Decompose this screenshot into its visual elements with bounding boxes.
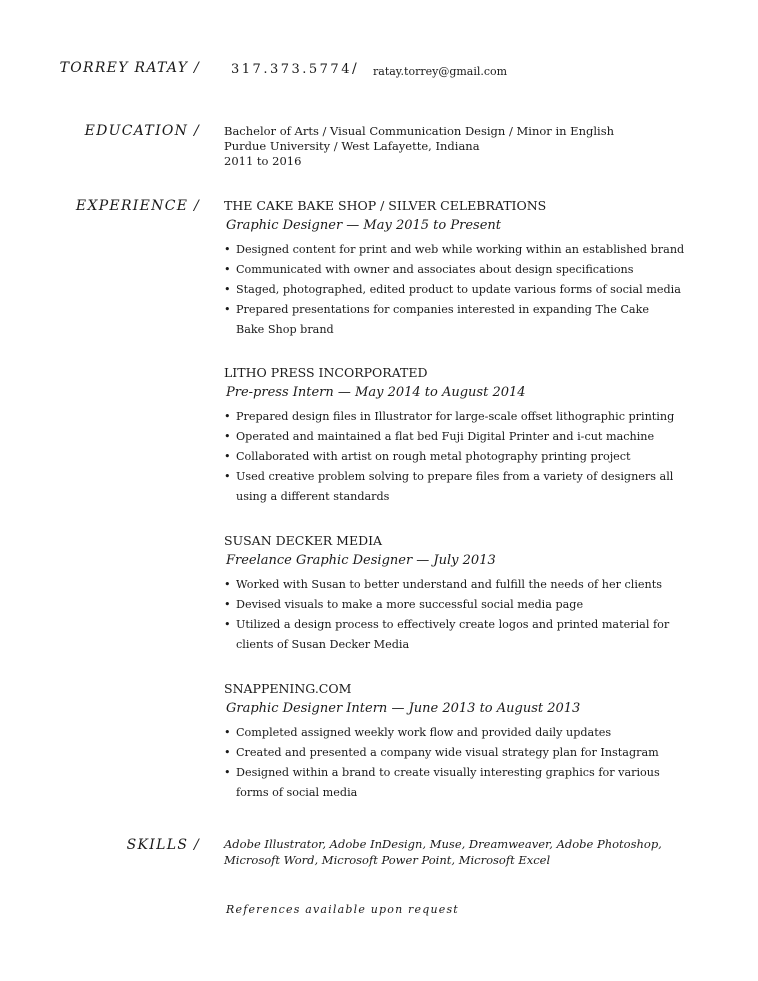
bullet-item: • Utilized a design process to effectively create logos and printed material for clients of Susan Decker Media (224, 615, 686, 655)
job-company: THE CAKE BAKE SHOP / SILVER CELEBRATIONS (224, 198, 547, 213)
job-role: Pre-press Intern — May 2014 to August 2014 (226, 385, 526, 400)
education-school: Purdue University / West Lafayette, Indiana (224, 139, 480, 153)
job-role: Graphic Designer Intern — June 2013 to August 2013 (226, 701, 581, 716)
job-role: Graphic Designer — May 2015 to Present (226, 218, 501, 233)
bullet-item: • Communicated with owner and associates about design specifications (224, 260, 696, 280)
bullet-item: • Collaborated with artist on rough metal photography printing project (224, 447, 696, 467)
bullet-item: • Worked with Susan to better understand and fulfill the needs of her clients (224, 575, 696, 595)
skills-line: Microsoft Word, Microsoft Power Point, Microsoft Excel (224, 853, 551, 867)
job-entry (224, 681, 696, 803)
job-company: LITHO PRESS INCORPORATED (224, 365, 428, 380)
education-section (224, 124, 614, 169)
bullet-item: • Operated and maintained a flat bed Fuji Digital Printer and i-cut machine (224, 427, 696, 447)
education-degree: Bachelor of Arts / Visual Communication Design / Minor in English (224, 124, 615, 138)
skills-label: SKILLS / (126, 837, 200, 853)
references-note: References available upon request (226, 903, 459, 916)
job-bullets (224, 575, 696, 655)
bullet-item: • Devised visuals to make a more successful social media page (224, 595, 696, 615)
email-address: ratay.torrey@gmail.com (373, 65, 508, 78)
education-label: EDUCATION / (84, 123, 200, 139)
bullet-item: • Prepared presentations for companies interested in expanding The Cake Bake Shop brand (224, 300, 676, 340)
job-entry (224, 533, 696, 655)
skills-list (224, 836, 662, 868)
skills-line: Adobe Illustrator, Adobe InDesign, Muse, Dreamweaver, Adobe Photoshop, (224, 837, 662, 851)
job-role: Freelance Graphic Designer — July 2013 (226, 553, 496, 568)
job-company: SUSAN DECKER MEDIA (224, 533, 383, 548)
education-years: 2011 to 2016 (224, 154, 302, 168)
phone-number: 317.373.5774 (231, 62, 352, 77)
bullet-item: • Completed assigned weekly work flow and provided daily updates (224, 723, 696, 743)
job-bullets (224, 407, 706, 507)
experience-label: EXPERIENCE / (75, 198, 200, 214)
job-company: SNAPPENING.COM (224, 681, 352, 696)
bullet-item: • Used creative problem solving to prepare files from a variety of designers all using a different standards (224, 467, 686, 507)
job-bullets (224, 723, 696, 803)
bullet-item: • Staged, photographed, edited product to update various forms of social media (224, 280, 696, 300)
job-entry (224, 198, 696, 340)
job-entry (224, 365, 706, 507)
job-bullets (224, 240, 696, 340)
header-separator: / (352, 61, 357, 77)
resume-name: TORREY RATAY / (59, 60, 200, 76)
bullet-item: • Designed within a brand to create visually interesting graphics for various forms of social media (224, 763, 676, 803)
bullet-item: • Prepared design files in Illustrator for large-scale offset lithographic printing (224, 407, 706, 427)
bullet-item: • Created and presented a company wide visual strategy plan for Instagram (224, 743, 696, 763)
bullet-item: • Designed content for print and web while working within an established brand (224, 240, 696, 260)
